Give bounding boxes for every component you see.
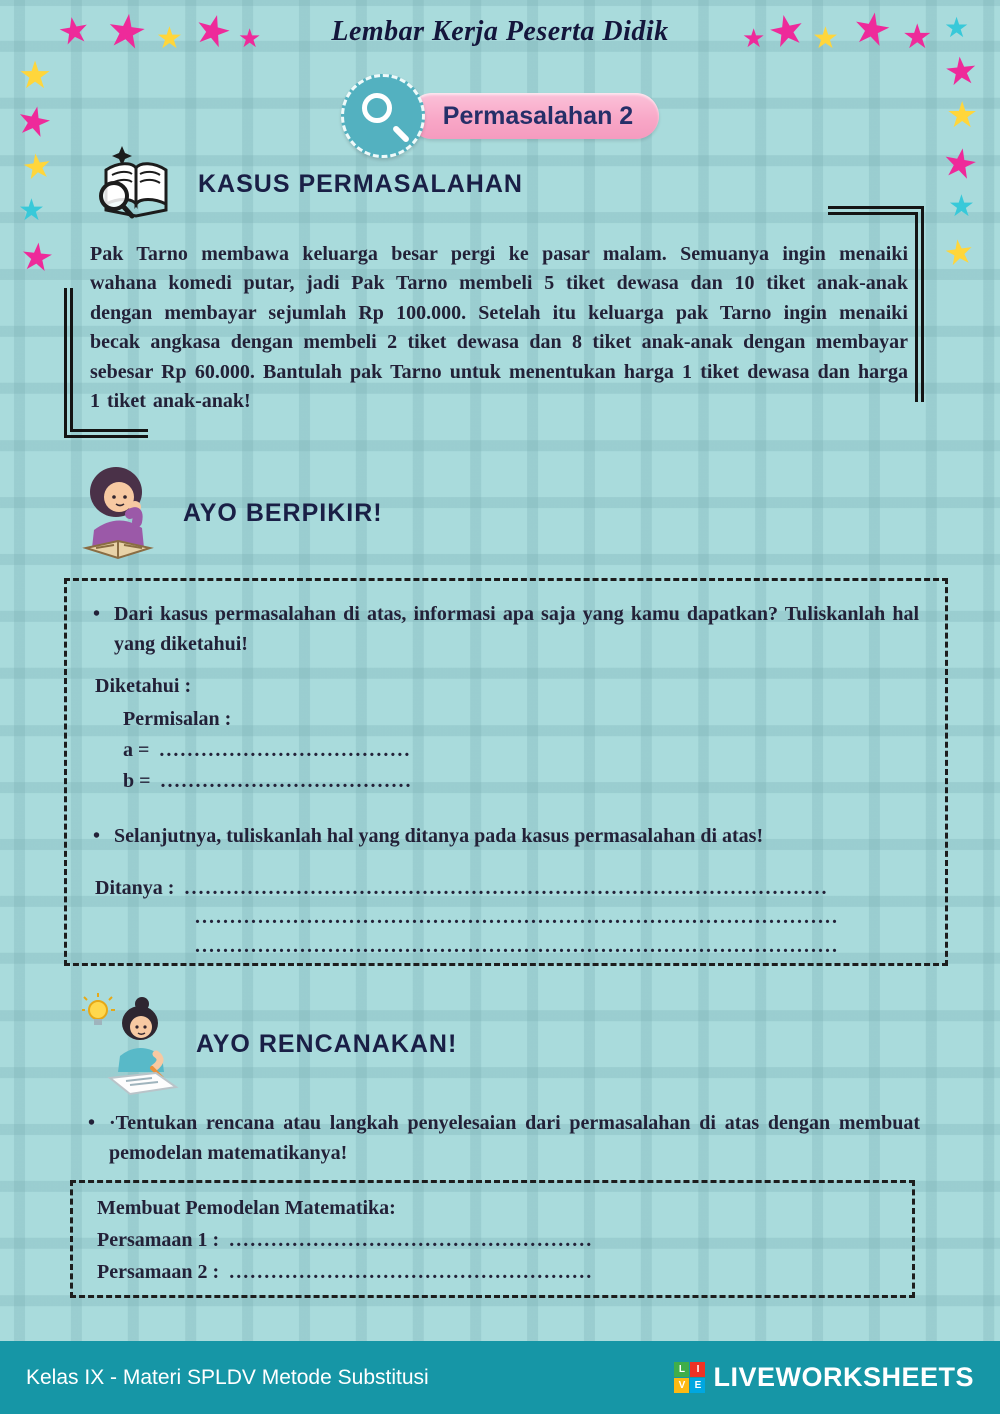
star-icon: ★ — [54, 8, 94, 55]
star-icon: ★ — [847, 0, 896, 59]
star-icon: ★ — [18, 193, 45, 228]
berpikir-bullet-1-text: Dari kasus permasalahan di atas, informasi apa saja yang kamu dapatkan? Tuliskanlah hal yang diketahui! — [114, 603, 919, 655]
answer-field-a[interactable]: .................................... — [159, 739, 412, 761]
star-icon: ★ — [18, 53, 53, 97]
star-icon: ★ — [902, 17, 933, 57]
berpikir-bullet-2 — [93, 821, 919, 851]
star-icon: ★ — [946, 95, 979, 136]
star-icon: ★ — [938, 138, 982, 190]
bullet-icon: • — [88, 1112, 96, 1134]
answer-field-persamaan-2[interactable]: .................................................... — [229, 1261, 594, 1283]
answer-field-ditanya-1[interactable]: ............................................................................................ — [184, 877, 829, 899]
star-icon: ★ — [948, 189, 975, 224]
rencanakan-bullet — [88, 1108, 920, 1168]
answer-field-persamaan-1[interactable]: .................................................... — [229, 1229, 594, 1251]
persamaan-1-line — [97, 1229, 888, 1252]
page-title: Lembar Kerja Peserta Didik — [331, 16, 669, 47]
blank-line-b — [123, 770, 919, 793]
magnifier-lens — [362, 93, 392, 123]
persamaan-1-label: Persamaan 1 : — [97, 1229, 220, 1251]
star-icon: ★ — [156, 21, 183, 56]
star-icon: ★ — [238, 24, 262, 54]
diketahui-label: Diketahui : — [95, 675, 192, 697]
answer-field-b[interactable]: .................................... — [160, 770, 413, 792]
footer-course-label: Kelas IX - Materi SPLDV Metode Substitusi — [26, 1365, 429, 1389]
rencanakan-bullet-text: ·Tentukan rencana atau langkah penyelesaian dari permasalahan di atas dengan membuat pemodelan matematikanya! — [109, 1112, 920, 1164]
star-icon: ★ — [763, 2, 811, 59]
berpikir-box — [64, 578, 948, 966]
berpikir-bullet-1 — [93, 599, 919, 659]
pemodelan-title: Membuat Pemodelan Matematika: — [97, 1197, 396, 1219]
logo-letter: I — [690, 1362, 705, 1377]
bullet-icon: • — [93, 825, 101, 847]
star-icon: ★ — [941, 231, 978, 275]
magnifier-icon — [341, 74, 425, 158]
writing-girl-illustration — [82, 992, 182, 1096]
answer-field-ditanya-2[interactable]: ............................................................................................ — [195, 906, 839, 928]
ditanya-line-1 — [95, 877, 919, 900]
b-label: b = — [123, 770, 151, 792]
pemodelan-box — [70, 1180, 915, 1298]
logo-letter: V — [674, 1378, 689, 1393]
ditanya-label: Ditanya : — [95, 877, 175, 899]
berpikir-section-header — [72, 462, 383, 564]
a-label: a = — [123, 739, 150, 761]
berpikir-heading: AYO BERPIKIR! — [183, 498, 383, 527]
persamaan-2-label: Persamaan 2 : — [97, 1261, 220, 1283]
star-icon: ★ — [11, 95, 57, 149]
persamaan-2-line — [97, 1261, 888, 1284]
blank-line-a — [123, 739, 919, 762]
kasus-heading: KASUS PERMASALAHAN — [198, 169, 523, 198]
permasalahan-badge: Permasalahan 2 — [409, 93, 659, 139]
berpikir-bullet-2-text: Selanjutnya, tuliskanlah hal yang ditanya pada kasus permasalahan di atas! — [114, 825, 764, 847]
star-icon: ★ — [742, 24, 766, 54]
logo-letter: L — [674, 1362, 689, 1377]
star-icon: ★ — [941, 47, 981, 95]
liveworksheets-wordmark: LIVEWORKSHEETS — [713, 1362, 974, 1392]
answer-field-ditanya-3[interactable]: ............................................................................................ — [195, 935, 839, 957]
star-icon: ★ — [812, 21, 839, 56]
liveworksheets-logo-icon — [674, 1362, 705, 1393]
liveworksheets-logo — [674, 1362, 974, 1393]
rencanakan-heading: AYO RENCANAKAN! — [196, 1029, 458, 1058]
book-magnifier-icon — [92, 144, 180, 224]
reading-girl-illustration — [72, 462, 167, 564]
star-icon: ★ — [188, 1, 238, 60]
magnifier-handle — [392, 125, 410, 143]
bullet-icon: • — [93, 603, 101, 625]
star-icon: ★ — [17, 233, 57, 281]
footer-bar — [0, 1341, 1000, 1414]
star-icon: ★ — [19, 145, 56, 189]
star-icon: ★ — [102, 1, 151, 61]
case-paragraph: Pak Tarno membawa keluarga besar pergi ke pasar malam. Semuanya ingin menaiki wahana komedi putar, jadi Pak Tarno membeli 5 tiket dewasa dan 10 tiket anak-anak dengan membayar sejumlah Rp 100.000. Setelah itu keluarga pak Tarno ingin menaiki becak angkasa dengan membeli 2 tiket dewasa dan 8 tiket anak-anak dengan membayar sebesar Rp 60.000. Bantulah pak Tarno untuk menentukan harga 1 tiket dewasa dan harga 1 tiket anak-anak! — [90, 243, 908, 412]
logo-letter: E — [690, 1378, 705, 1393]
star-icon: ★ — [944, 11, 970, 44]
permisalan-label: Permisalan : — [123, 708, 232, 730]
rencanakan-section-header — [82, 992, 457, 1096]
kasus-section-header — [92, 144, 523, 224]
